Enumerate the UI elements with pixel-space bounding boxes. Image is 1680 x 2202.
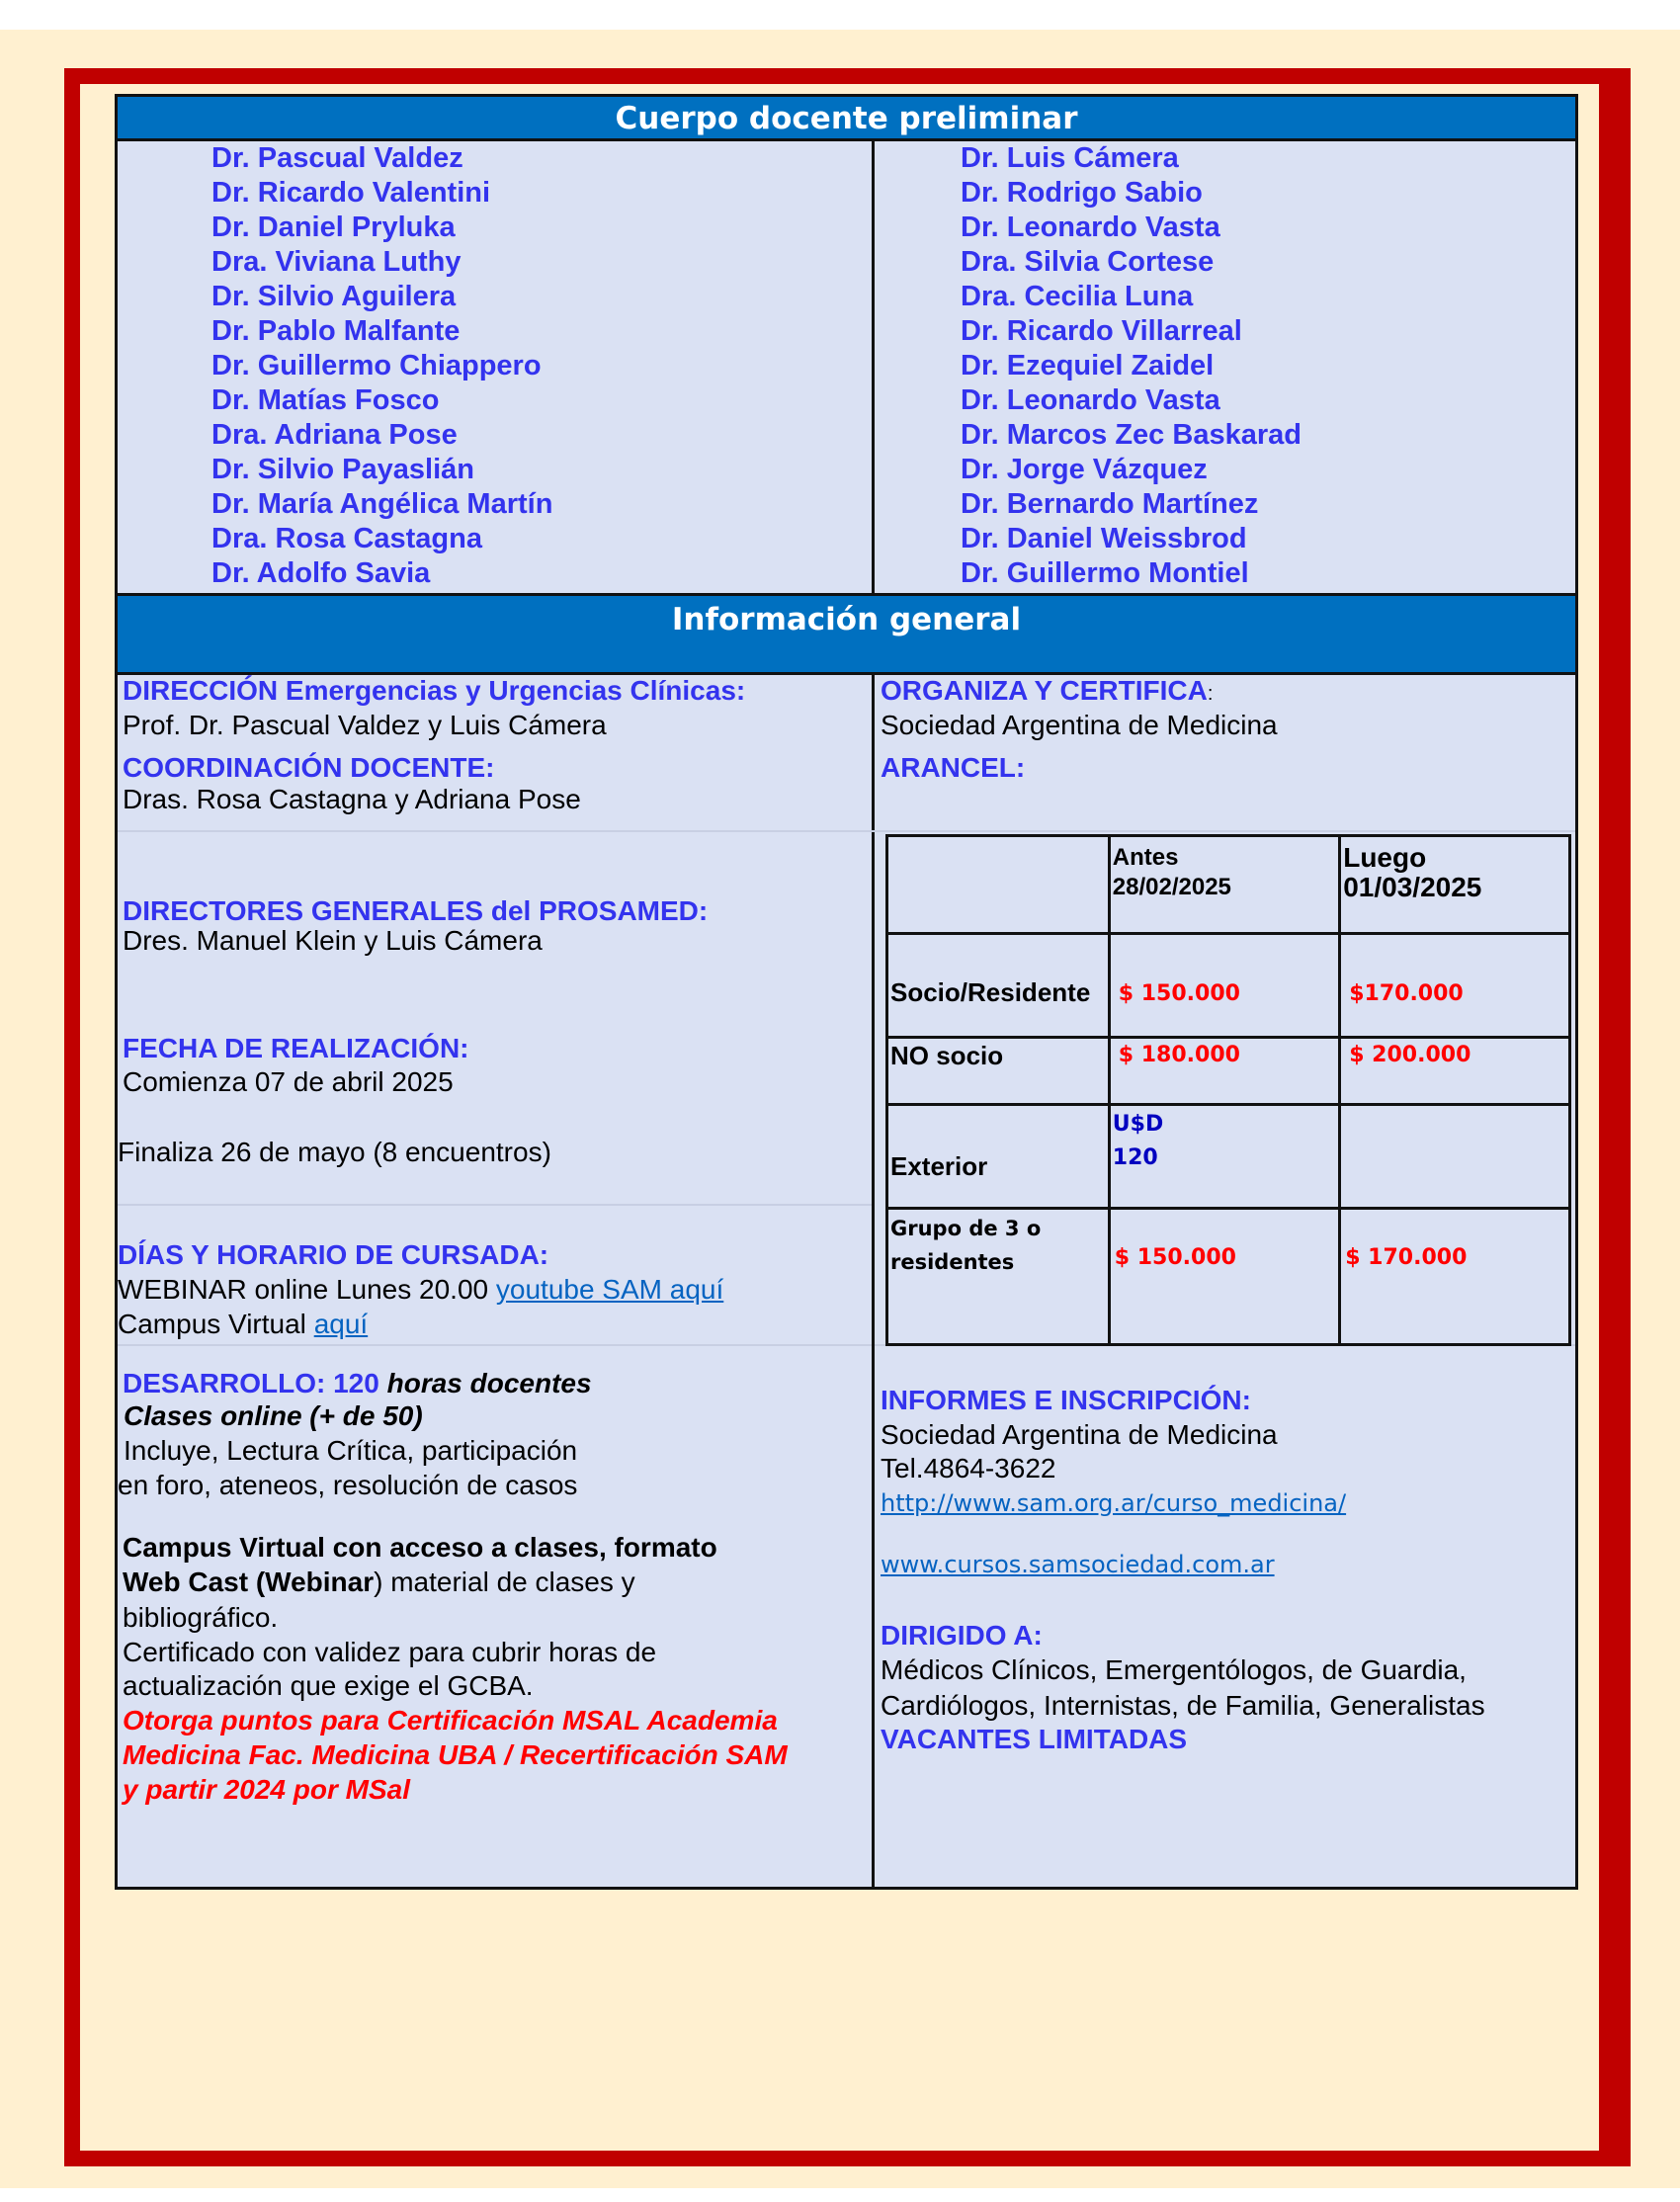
directores-label: DIRECTORES GENERALES del PROSAMED:: [123, 895, 709, 926]
faculty-name: Dr. Daniel Weissbrod: [961, 523, 1247, 554]
faculty-name: Dr. Guillermo Chiappero: [211, 350, 542, 381]
fee-price-before: $ 180.000: [1109, 1038, 1339, 1105]
fee-group-label-1: Grupo de 3 o: [890, 1217, 1042, 1240]
fee-row: [887, 1209, 1570, 1345]
fee-header-before: [1109, 836, 1339, 934]
informes-org: Sociedad Argentina de Medicina: [881, 1419, 1278, 1450]
faculty-title: Cuerpo docente preliminar: [615, 101, 1078, 136]
faculty-name: Dr. Matías Fosco: [211, 384, 440, 416]
fee-row-label: NO socio: [887, 1038, 1110, 1105]
fee-price-after: $ 200.000: [1340, 1038, 1570, 1105]
campus-line: [118, 1308, 368, 1341]
faculty-name: Dr. Rodrigo Sabio: [961, 177, 1203, 209]
fee-price-before: $ 150.000: [1109, 934, 1339, 1038]
row-separator: [118, 830, 1575, 832]
info-title: Información general: [671, 602, 1022, 637]
fee-price-before: [1109, 1105, 1339, 1209]
fee-header-after: [1340, 836, 1570, 934]
info-column-divider: [872, 673, 875, 1890]
fee-row: [887, 1105, 1570, 1209]
faculty-name: Dra. Rosa Castagna: [211, 523, 482, 554]
fee-row-label: [887, 1209, 1110, 1345]
faculty-name: Dra. Silvia Cortese: [961, 246, 1215, 278]
fee-header-before-line1: Antes: [1112, 844, 1179, 871]
fecha-inicio: Comienza 07 de abril 2025: [123, 1066, 454, 1097]
fee-row-label: Socio/Residente: [887, 934, 1110, 1038]
row-separator: [118, 1204, 872, 1206]
faculty-name: Dr. Leonardo Vasta: [961, 384, 1220, 416]
faculty-name: Dr. Luis Cámera: [961, 142, 1179, 174]
faculty-name: Dr. Leonardo Vasta: [961, 212, 1220, 243]
organiza-label: ORGANIZA Y CERTIFICA: [881, 675, 1208, 706]
fee-price-before: $ 150.000: [1109, 1209, 1339, 1345]
faculty-name: Dr. Pascual Valdez: [211, 142, 463, 174]
incluye-line-1: Incluye, Lectura Crítica, participación: [124, 1435, 578, 1466]
webcast-rest: ) material de clases y: [374, 1567, 635, 1597]
faculty-name: Dr. Pablo Malfante: [211, 315, 461, 347]
informes-label: INFORMES E INSCRIPCIÓN:: [881, 1385, 1251, 1415]
informes-url-1[interactable]: http://www.sam.org.ar/curso_medicina/: [881, 1489, 1347, 1517]
desarrollo-hours: horas docentes: [386, 1368, 592, 1398]
dirigido-line-2: Cardiólogos, Internistas, de Familia, Generalistas: [881, 1690, 1485, 1721]
fecha-label: FECHA DE REALIZACIÓN:: [123, 1033, 469, 1063]
coordinacion-label: COORDINACIÓN DOCENTE:: [123, 752, 495, 783]
row-separator: [118, 1344, 872, 1346]
dias-label: DÍAS Y HORARIO DE CURSADA:: [118, 1239, 549, 1270]
cert-line-2: actualización que exige el GCBA.: [123, 1670, 534, 1701]
cert-line-1: Certificado con validez para cubrir horas de: [123, 1637, 657, 1667]
clases-online: Clases online (+ de 50): [124, 1400, 423, 1431]
fee-price-after: $170.000: [1340, 934, 1570, 1038]
directores-value: Dres. Manuel Klein y Luis Cámera: [123, 925, 543, 956]
faculty-column-divider: [872, 139, 875, 596]
faculty-name: Dr. Jorge Vázquez: [961, 454, 1208, 485]
faculty-name: Dr. Guillermo Montiel: [961, 557, 1249, 589]
fee-table: [885, 834, 1571, 1346]
fee-header-empty: [887, 836, 1110, 934]
coordinacion-value: Dras. Rosa Castagna y Adriana Pose: [123, 784, 581, 814]
campus-line-2: [123, 1566, 635, 1599]
puntos-line-1: Otorga puntos para Certificación MSAL Academia: [123, 1705, 778, 1736]
campus-text: Campus Virtual: [118, 1309, 314, 1339]
webcast-label: Web Cast (Webinar: [123, 1567, 375, 1597]
fee-row: [887, 934, 1570, 1038]
direccion-value: Prof. Dr. Pascual Valdez y Luis Cámera: [123, 710, 607, 740]
campus-link[interactable]: aquí: [313, 1309, 369, 1339]
organiza-value: Sociedad Argentina de Medicina: [881, 710, 1278, 740]
informes-url-2[interactable]: www.cursos.samsociedad.com.ar: [881, 1551, 1275, 1578]
informes-tel: Tel.4864-3622: [881, 1453, 1056, 1483]
fee-header-before-line2: 28/02/2025: [1112, 874, 1231, 900]
dirigido-line-1: Médicos Clínicos, Emergentólogos, de Guardia,: [881, 1654, 1467, 1685]
fee-header-after-line1: Luego: [1343, 842, 1427, 873]
incluye-line-2: en foro, ateneos, resolución de casos: [118, 1470, 578, 1500]
fee-header-after-line2: 01/03/2025: [1343, 872, 1482, 902]
vacantes-label: VACANTES LIMITADAS: [881, 1724, 1188, 1754]
fecha-fin: Finaliza 26 de mayo (8 encuentros): [118, 1137, 551, 1167]
webinar-line: [118, 1273, 723, 1307]
webinar-text: WEBINAR online Lunes 20.00: [118, 1274, 496, 1305]
fee-row: [887, 1038, 1570, 1105]
faculty-name: Dr. Adolfo Savia: [211, 557, 431, 589]
faculty-name: Dr. Ricardo Valentini: [211, 177, 491, 209]
faculty-name: Dr. Ricardo Villarreal: [961, 315, 1242, 347]
fee-row-label: Exterior: [887, 1105, 1110, 1209]
organiza-line: [881, 674, 1213, 711]
fee-usd-label: U$D: [1112, 1112, 1164, 1137]
faculty-name: Dra. Viviana Luthy: [211, 246, 462, 278]
puntos-line-2: Medicina Fac. Medicina UBA / Recertificación SAM: [123, 1739, 788, 1770]
faculty-name: Dr. Ezequiel Zaidel: [961, 350, 1215, 381]
faculty-name: Dr. Silvio Payaslián: [211, 454, 474, 485]
arancel-label: ARANCEL:: [881, 752, 1026, 783]
faculty-name: Dr. Marcos Zec Baskarad: [961, 419, 1302, 451]
faculty-name: Dra. Adriana Pose: [211, 419, 458, 451]
fee-usd-value: 120: [1112, 1145, 1158, 1170]
fee-price-after: [1340, 1105, 1570, 1209]
faculty-name: Dr. Silvio Aguilera: [211, 281, 457, 312]
desarrollo-line: [123, 1367, 592, 1400]
campus-line-3: bibliográfico.: [123, 1602, 279, 1633]
direccion-label: DIRECCIÓN Emergencias y Urgencias Clínicas:: [123, 675, 746, 706]
fee-price-after: $ 170.000: [1340, 1209, 1570, 1345]
faculty-name: Dr. Daniel Pryluka: [211, 212, 456, 243]
dirigido-label: DIRIGIDO A:: [881, 1620, 1043, 1651]
campus-bold-1: Campus Virtual con acceso a clases, formato: [123, 1532, 717, 1563]
info-header: [115, 593, 1578, 675]
organiza-colon: :: [1207, 683, 1214, 705]
puntos-line-3: y partir 2024 por MSal: [123, 1774, 411, 1805]
youtube-link[interactable]: youtube SAM aquí: [495, 1274, 724, 1305]
faculty-name: Dra. Cecilia Luna: [961, 281, 1194, 312]
faculty-name: Dr. María Angélica Martín: [211, 488, 553, 520]
desarrollo-label: DESARROLLO: 120: [123, 1368, 387, 1398]
faculty-name: Dr. Bernardo Martínez: [961, 488, 1259, 520]
faculty-header: [115, 94, 1578, 141]
fee-group-label-2: residentes: [890, 1250, 1015, 1274]
